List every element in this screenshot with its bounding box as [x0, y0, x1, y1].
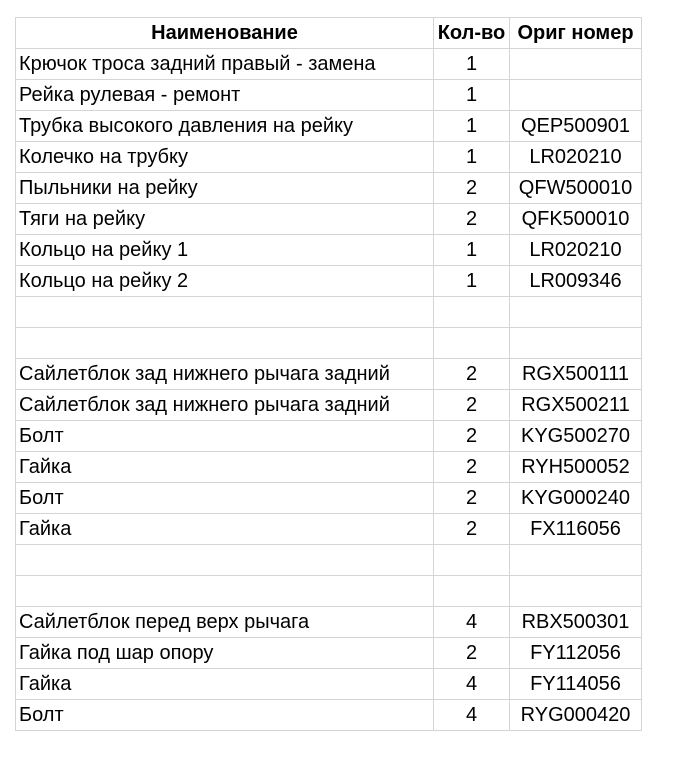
- table-row: [16, 111, 642, 142]
- cell-name[interactable]: Гайка под шар опору: [16, 638, 434, 669]
- cell-qty[interactable]: 2: [434, 204, 510, 235]
- cell-part-number[interactable]: [510, 297, 642, 328]
- cell-part-number[interactable]: RYG000420: [510, 700, 642, 731]
- cell-name[interactable]: Кольцо на рейку 2: [16, 266, 434, 297]
- header-row: [16, 18, 642, 49]
- cell-part-number[interactable]: QFK500010: [510, 204, 642, 235]
- table-row: [16, 173, 642, 204]
- cell-name[interactable]: Рейка рулевая - ремонт: [16, 80, 434, 111]
- table-row: [16, 483, 642, 514]
- cell-part-number[interactable]: [510, 80, 642, 111]
- cell-qty[interactable]: 1: [434, 80, 510, 111]
- cell-qty[interactable]: 1: [434, 142, 510, 173]
- table-row: [16, 328, 642, 359]
- cell-part-number[interactable]: QFW500010: [510, 173, 642, 204]
- cell-qty[interactable]: [434, 328, 510, 359]
- cell-qty[interactable]: 1: [434, 49, 510, 80]
- cell-part-number[interactable]: RYH500052: [510, 452, 642, 483]
- parts-table: [15, 17, 642, 731]
- cell-part-number[interactable]: [510, 545, 642, 576]
- cell-part-number[interactable]: LR020210: [510, 142, 642, 173]
- table-row: [16, 390, 642, 421]
- cell-qty[interactable]: [434, 576, 510, 607]
- cell-qty[interactable]: [434, 297, 510, 328]
- table-row: [16, 514, 642, 545]
- cell-name[interactable]: Сайлетблок зад нижнего рычага задний: [16, 359, 434, 390]
- cell-name[interactable]: [16, 328, 434, 359]
- table-row: [16, 638, 642, 669]
- cell-name[interactable]: Болт: [16, 700, 434, 731]
- table-body: [16, 49, 642, 731]
- cell-name[interactable]: Тяги на рейку: [16, 204, 434, 235]
- header-cell-qty[interactable]: Кол-во: [434, 18, 510, 49]
- cell-qty[interactable]: 2: [434, 390, 510, 421]
- cell-name[interactable]: [16, 576, 434, 607]
- table-row: [16, 607, 642, 638]
- cell-qty[interactable]: 2: [434, 638, 510, 669]
- cell-part-number[interactable]: RGX500111: [510, 359, 642, 390]
- cell-qty[interactable]: 1: [434, 111, 510, 142]
- table-row: [16, 421, 642, 452]
- cell-part-number[interactable]: [510, 576, 642, 607]
- table-row: [16, 545, 642, 576]
- cell-part-number[interactable]: LR009346: [510, 266, 642, 297]
- cell-part-number[interactable]: FX116056: [510, 514, 642, 545]
- cell-part-number[interactable]: [510, 49, 642, 80]
- cell-name[interactable]: [16, 297, 434, 328]
- cell-name[interactable]: Колечко на трубку: [16, 142, 434, 173]
- cell-part-number[interactable]: [510, 328, 642, 359]
- cell-name[interactable]: Сайлетблок зад нижнего рычага задний: [16, 390, 434, 421]
- cell-part-number[interactable]: QEP500901: [510, 111, 642, 142]
- cell-name[interactable]: Пыльники на рейку: [16, 173, 434, 204]
- table-row: [16, 576, 642, 607]
- cell-name[interactable]: Крючок троса задний правый - замена: [16, 49, 434, 80]
- table-row: [16, 452, 642, 483]
- cell-part-number[interactable]: RBX500301: [510, 607, 642, 638]
- cell-name[interactable]: Болт: [16, 421, 434, 452]
- cell-part-number[interactable]: FY112056: [510, 638, 642, 669]
- table-row: [16, 266, 642, 297]
- table-row: [16, 669, 642, 700]
- table-row: [16, 235, 642, 266]
- cell-qty[interactable]: 2: [434, 514, 510, 545]
- header-cell-name[interactable]: Наименование: [16, 18, 434, 49]
- cell-qty[interactable]: 1: [434, 235, 510, 266]
- cell-name[interactable]: Гайка: [16, 669, 434, 700]
- cell-part-number[interactable]: RGX500211: [510, 390, 642, 421]
- cell-qty[interactable]: [434, 545, 510, 576]
- table-row: [16, 297, 642, 328]
- table-row: [16, 204, 642, 235]
- cell-name[interactable]: Болт: [16, 483, 434, 514]
- table-row: [16, 80, 642, 111]
- cell-qty[interactable]: 4: [434, 700, 510, 731]
- cell-name[interactable]: Сайлетблок перед верх рычага: [16, 607, 434, 638]
- cell-name[interactable]: Кольцо на рейку 1: [16, 235, 434, 266]
- cell-name[interactable]: Гайка: [16, 452, 434, 483]
- header-cell-part-number[interactable]: Ориг номер: [510, 18, 642, 49]
- table-row: [16, 142, 642, 173]
- cell-qty[interactable]: 1: [434, 266, 510, 297]
- cell-qty[interactable]: 4: [434, 607, 510, 638]
- cell-qty[interactable]: 2: [434, 452, 510, 483]
- cell-qty[interactable]: 2: [434, 173, 510, 204]
- cell-qty[interactable]: 2: [434, 483, 510, 514]
- cell-part-number[interactable]: FY114056: [510, 669, 642, 700]
- cell-qty[interactable]: 2: [434, 421, 510, 452]
- cell-qty[interactable]: 4: [434, 669, 510, 700]
- cell-part-number[interactable]: KYG000240: [510, 483, 642, 514]
- table-row: [16, 700, 642, 731]
- cell-part-number[interactable]: KYG500270: [510, 421, 642, 452]
- cell-name[interactable]: [16, 545, 434, 576]
- cell-qty[interactable]: 2: [434, 359, 510, 390]
- cell-name[interactable]: Трубка высокого давления на рейку: [16, 111, 434, 142]
- table-row: [16, 49, 642, 80]
- cell-part-number[interactable]: LR020210: [510, 235, 642, 266]
- cell-name[interactable]: Гайка: [16, 514, 434, 545]
- table-row: [16, 359, 642, 390]
